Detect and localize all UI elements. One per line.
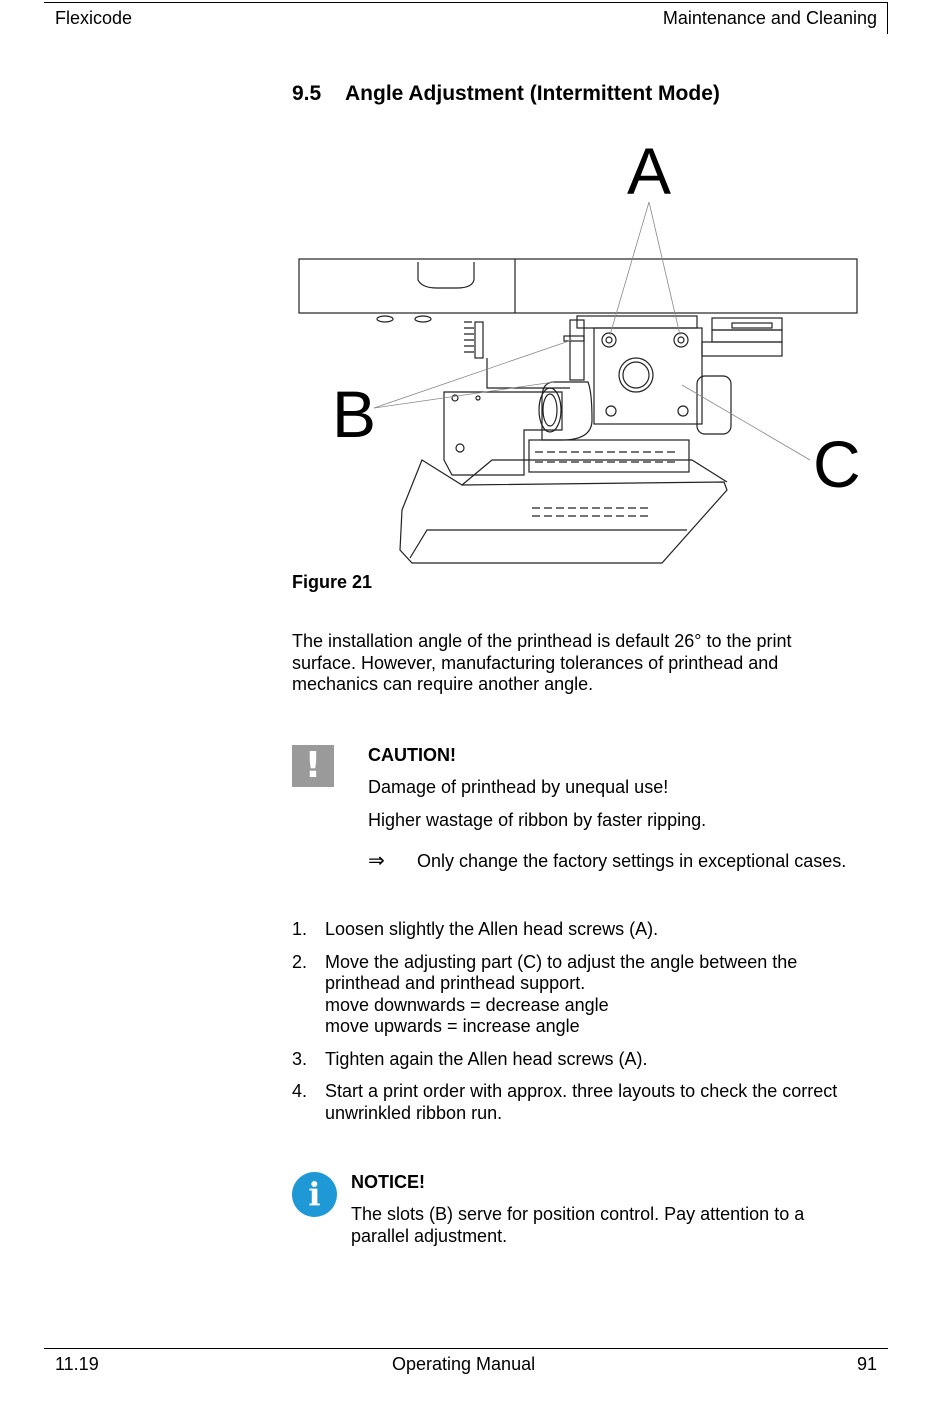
section-number: 9.5 — [292, 82, 322, 105]
step-line: Start a print order with approx. three layouts to check the correct — [325, 1081, 838, 1101]
section-title: Angle Adjustment (Intermittent Mode) — [345, 82, 720, 105]
leader-b-lower — [374, 382, 554, 408]
caution-icon: ! — [292, 745, 334, 787]
footer-title: Operating Manual — [392, 1354, 536, 1374]
figure-caption: Figure 21 — [292, 572, 373, 592]
step-line: Move the adjusting part (C) to adjust the angle between the — [325, 951, 798, 972]
caution-title: CAUTION! — [368, 745, 456, 765]
header-product: Flexicode — [55, 8, 133, 28]
caution-action: Only change the factory settings in exceptional cases. — [417, 851, 847, 871]
leader-a-right — [649, 202, 680, 335]
printhead-support — [444, 392, 562, 475]
page-number: 91 — [856, 1354, 877, 1374]
callout-a: A — [627, 134, 672, 208]
leader-c — [682, 385, 810, 460]
caution-text: Higher wastage of ribbon by faster ripping. — [368, 810, 707, 830]
footer-date: 11.19 — [55, 1354, 99, 1374]
callout-c: C — [813, 427, 861, 501]
step-item — [292, 919, 872, 941]
notice-text — [351, 1204, 804, 1247]
step-number: 4. — [292, 1081, 308, 1101]
mounting-plate — [299, 259, 857, 313]
step-line: move upwards = increase angle — [325, 1016, 580, 1036]
printhead-body — [400, 460, 727, 563]
step-item — [292, 952, 872, 1038]
step-text — [325, 1081, 872, 1124]
step-number: 3. — [292, 1048, 308, 1069]
callout-b: B — [332, 377, 377, 451]
step-line: Loosen slightly the Allen head screws (A). — [325, 919, 659, 939]
step-text — [325, 952, 872, 1038]
step-line: move downwards = decrease angle — [325, 994, 609, 1015]
notice-line: parallel adjustment. — [351, 1225, 508, 1246]
procedure-steps — [292, 919, 872, 1135]
intro-paragraph — [292, 631, 792, 696]
notice-line: The slots (B) serve for position control. Pay attention to a — [351, 1204, 805, 1224]
header-corner-rule — [887, 2, 888, 34]
arrow-icon: ⇒ — [368, 848, 385, 872]
caution-text: Damage of printhead by unequal use! — [368, 777, 669, 797]
step-item — [292, 1049, 872, 1071]
step-number: 2. — [292, 951, 308, 972]
step-text — [325, 1049, 872, 1071]
leader-a-left — [610, 202, 649, 335]
intro-line: surface. However, manufacturing tolerances of printhead and — [292, 652, 779, 673]
intro-line: mechanics can require another angle. — [292, 674, 594, 694]
figure-printhead-assembly — [292, 130, 892, 575]
step-number: 1. — [292, 919, 308, 939]
intro-line: The installation angle of the printhead is default 26° to the print — [292, 631, 792, 651]
step-item — [292, 1081, 872, 1124]
header-rule — [44, 2, 888, 3]
step-line: Tighten again the Allen head screws (A). — [325, 1048, 648, 1069]
notice-title: NOTICE! — [351, 1172, 425, 1192]
section-heading — [292, 82, 720, 106]
header-chapter: Maintenance and Cleaning — [662, 8, 877, 28]
step-line: unwrinkled ribbon run. — [325, 1102, 503, 1123]
printhead-drawing — [292, 130, 892, 570]
footer-rule — [44, 1348, 888, 1349]
step-text — [325, 919, 872, 941]
step-line: printhead and printhead support. — [325, 973, 586, 993]
info-icon: i — [292, 1172, 337, 1217]
